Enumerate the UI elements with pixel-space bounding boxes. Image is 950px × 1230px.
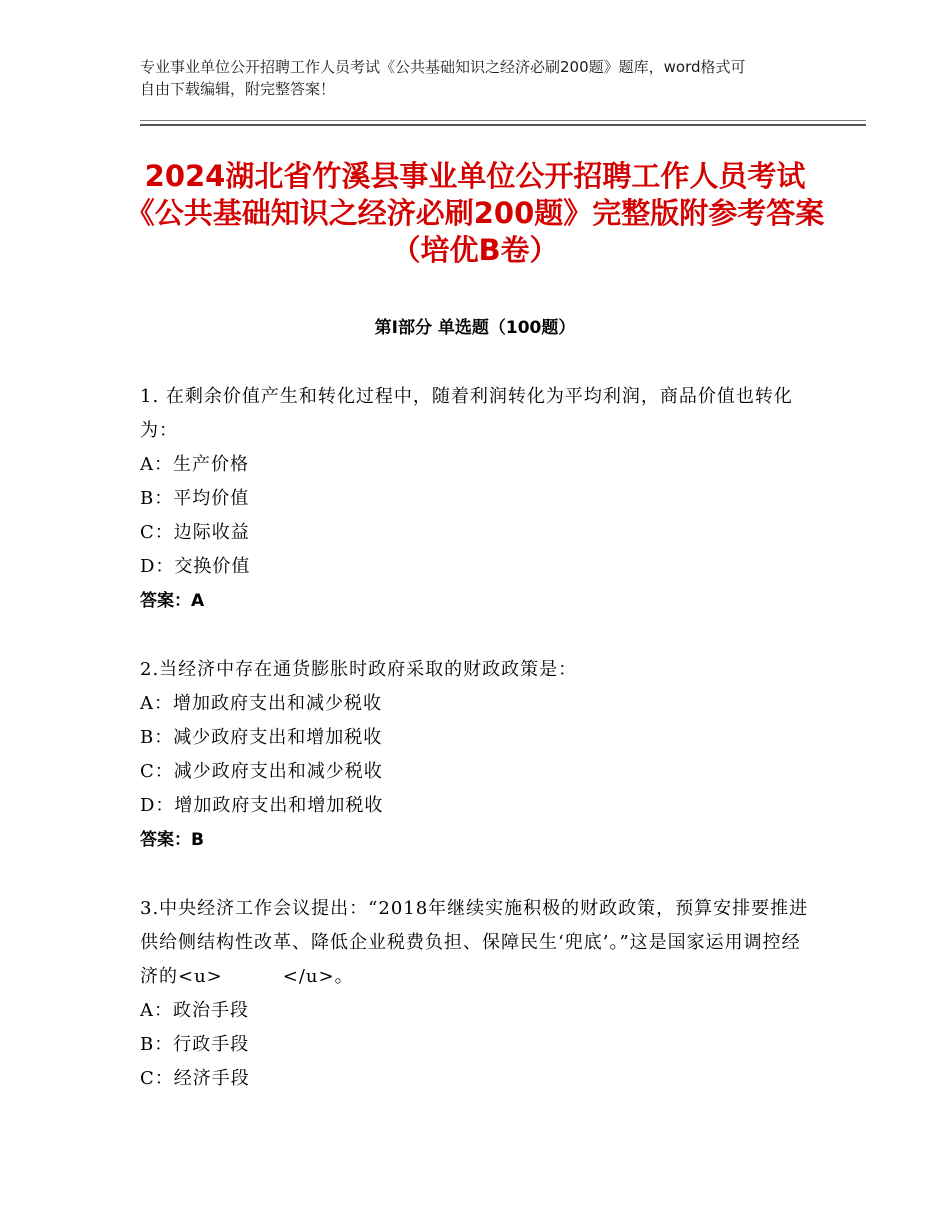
answer: 答案：A — [140, 591, 205, 611]
option-d: D：增加政府支出和增加税收 — [140, 795, 384, 816]
question-stem-part-1: 3.中央经济工作会议提出：“2018年继续实施积极的财政政策，预算安排要推进供给侧结构性改革、降低企业税费负担、保障民生‘兜底’。”这是国家运用调控经济的<u> — [140, 898, 809, 987]
header-note: 专业事业单位公开招聘工作人员考试《公共基础知识之经济必刷200题》题库，word格式可自由下载编辑，附完整答案！ — [140, 58, 746, 98]
answer: 答案：B — [140, 830, 204, 850]
option-b: B：行政手段 — [140, 1034, 250, 1055]
question-stem-part-2: </u>。 — [282, 966, 354, 987]
document-title: 2024湖北省竹溪县事业单位公开招聘工作人员考试《公共基础知识之经济必刷200题》完整版附参考答案（培优B卷） — [125, 159, 825, 267]
question-stem: 2.当经济中存在通货膨胀时政府采取的财政政策是： — [140, 659, 578, 680]
question-stem — [140, 892, 810, 994]
question-stem: 1. 在剩余价值产生和转化过程中，随着利润转化为平均利润，商品价值也转化为： — [140, 386, 793, 441]
option-a: A：政治手段 — [140, 1000, 249, 1021]
question-2 — [140, 653, 810, 857]
option-b: B：减少政府支出和增加税收 — [140, 727, 383, 748]
option-b: B：平均价值 — [140, 488, 250, 509]
option-c: C：边际收益 — [140, 522, 250, 543]
header-divider-thin — [140, 120, 866, 121]
option-d: D：交换价值 — [140, 556, 251, 577]
header-divider-thick — [140, 124, 866, 126]
option-c: C：减少政府支出和减少税收 — [140, 761, 383, 782]
section-heading: 第Ⅰ部分 单选题（100题） — [374, 318, 576, 338]
question-3 — [140, 892, 810, 1096]
option-a: A：生产价格 — [140, 454, 249, 475]
question-1 — [140, 380, 810, 618]
option-a: A：增加政府支出和减少税收 — [140, 693, 382, 714]
option-c: C：经济手段 — [140, 1068, 250, 1089]
